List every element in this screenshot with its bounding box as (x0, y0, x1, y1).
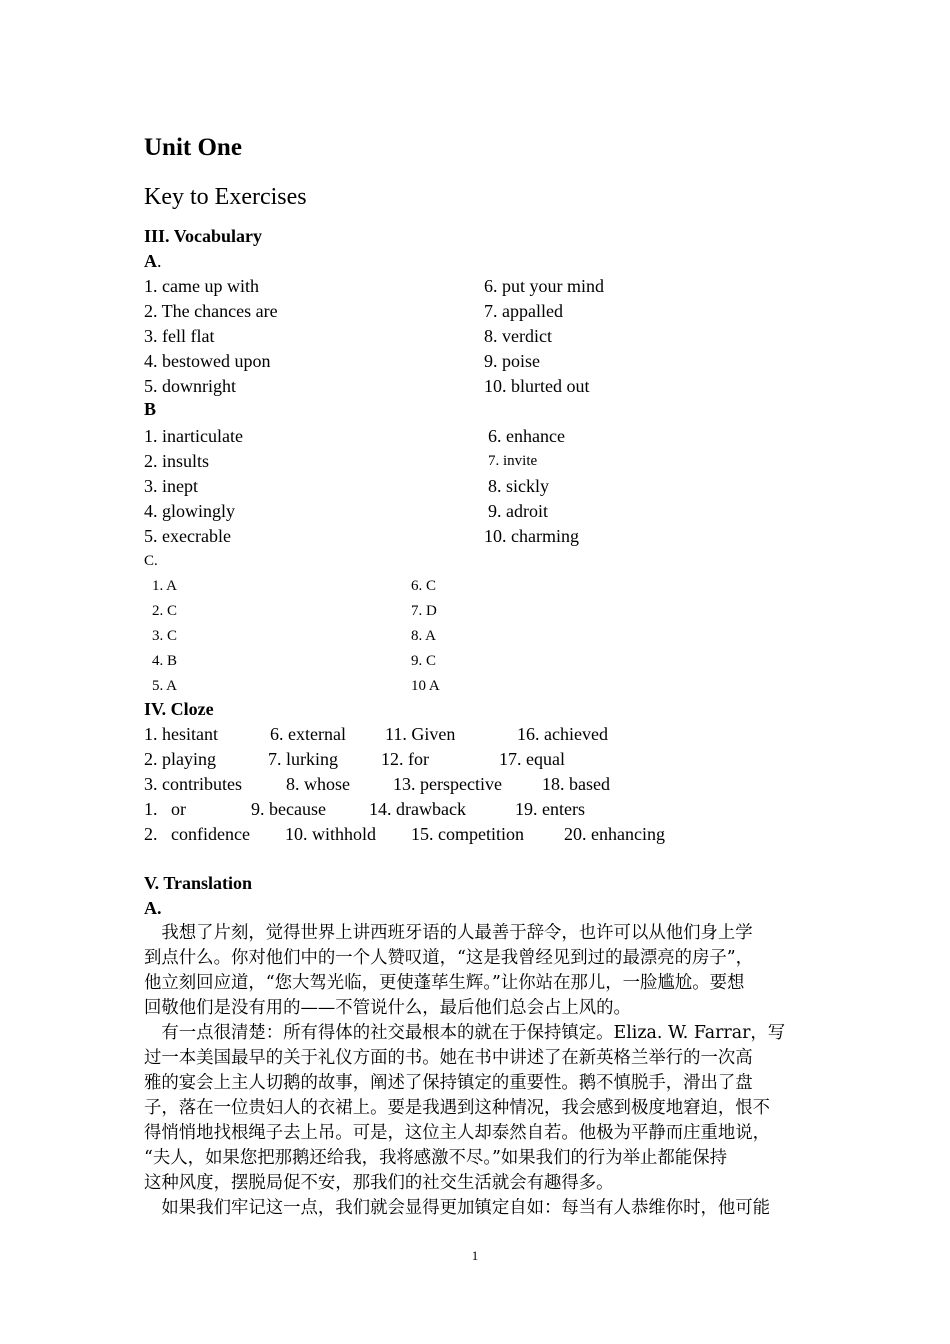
list-item: 10. blurted out (484, 376, 590, 396)
translation-line: 他立刻回应道，“您大驾光临，更使蓬荜生辉。”让你站在那儿，一脸尴尬。要想 (144, 973, 745, 993)
vocab-a-right-col (484, 274, 604, 399)
list-item: 6. put your mind (484, 276, 604, 296)
cloze-item: 14. drawback (369, 799, 466, 819)
list-item: 10 A (411, 678, 440, 694)
list-item: 9. C (411, 653, 437, 669)
list-item: 1. inarticulate (144, 426, 243, 446)
vocab-c-left-col (152, 574, 177, 699)
cloze-item: 1. hesitant (144, 724, 218, 744)
part-b-label: B (144, 399, 157, 419)
list-item: 7. D (411, 603, 437, 619)
part-a-dot: . (157, 251, 162, 271)
translation-line: 这种风度，摆脱局促不安，那我们的社交生活就会有趣得多。 (144, 1173, 614, 1193)
cloze-item: 13. perspective (393, 774, 502, 794)
cloze-item: 8. whose (286, 774, 350, 794)
list-item: 10. charming (484, 526, 579, 546)
unit-title: Unit One (144, 134, 242, 161)
vocab-c-right-col (411, 574, 440, 699)
translation-line: 回敬他们是没有用的——不管说什么，最后他们总会占上风的。 (144, 998, 631, 1018)
list-item: 4. bestowed upon (144, 351, 271, 371)
list-item: 2. C (152, 603, 178, 619)
section-subtitle: Key to Exercises (144, 184, 307, 210)
list-item: 5. execrable (144, 526, 231, 546)
list-item: 1. came up with (144, 276, 259, 296)
cloze-item: 11. Given (385, 724, 456, 744)
list-item: 2. insults (144, 451, 210, 471)
cloze-item: 2. playing (144, 749, 216, 769)
list-item: 1. A (152, 578, 178, 594)
translation-line: 子，落在一位贵妇人的衣裙上。要是我遇到这种情况，我会感到极度地窘迫，恨不 (144, 1098, 771, 1118)
cloze-item: 1. or (144, 799, 186, 819)
list-item: 7. appalled (484, 301, 563, 321)
list-item: 9. poise (484, 351, 540, 371)
list-item: 3. fell flat (144, 326, 215, 346)
translation-line: 有一点很清楚：所有得体的社交最根本的就在于保持镇定。Eliza. W. Farrar，写 (144, 1023, 786, 1043)
translation-line: 如果我们牢记这一点，我们就会显得更加镇定自如：每当有人恭维你时，他可能 (144, 1198, 771, 1218)
list-item: 8. sickly (488, 476, 549, 496)
list-item: 7. invite (488, 453, 538, 469)
cloze-item: 10. withhold (285, 824, 377, 844)
list-item: 5. A (152, 678, 178, 694)
vocab-a-left-col (144, 274, 278, 399)
cloze-item: 19. enters (515, 799, 585, 819)
cloze-item: 7. lurking (268, 749, 338, 769)
cloze-item: 17. equal (499, 749, 565, 769)
list-item: 4. glowingly (144, 501, 236, 521)
list-item: 5. downright (144, 376, 236, 396)
translation-part-a-label: A. (144, 898, 162, 918)
list-item: 3. C (152, 628, 178, 644)
translation-heading: V. Translation (144, 873, 253, 893)
vocab-b-left-col (144, 424, 243, 549)
cloze-item: 15. competition (411, 824, 524, 844)
cloze-item: 18. based (542, 774, 610, 794)
cloze-item: 3. contributes (144, 774, 242, 794)
translation-line: 过一本美国最早的关于礼仪方面的书。她在书中讲述了在新英格兰举行的一次高 (144, 1048, 753, 1068)
cloze-item: 16. achieved (517, 724, 608, 744)
list-item: 2. The chances are (144, 301, 278, 321)
part-a-label (144, 249, 162, 274)
list-item: 8. A (411, 628, 437, 644)
list-item: 6. C (411, 578, 437, 594)
list-item: 8. verdict (484, 326, 552, 346)
translation-line: “夫人，如果您把那鹅还给我，我将感激不尽。”如果我们的行为举止都能保持 (144, 1148, 727, 1168)
list-item: 4. B (152, 653, 178, 669)
translation-line: 到点什么。你对他们中的一个人赞叹道，“这是我曾经见到过的最漂亮的房子”， (144, 948, 754, 968)
vocabulary-heading: III. Vocabulary (144, 226, 263, 246)
cloze-item: 6. external (270, 724, 346, 744)
vocab-b-right-col (484, 424, 579, 549)
list-item: 6. enhance (488, 426, 565, 446)
cloze-item: 9. because (251, 799, 326, 819)
translation-line: 我想了片刻，觉得世界上讲西班牙语的人最善于辞令，也许可以从他们身上学 (144, 923, 753, 943)
part-a-letter: A (144, 251, 157, 271)
cloze-item: 2. confidence (144, 824, 250, 844)
cloze-item: 20. enhancing (564, 824, 665, 844)
list-item: 9. adroit (488, 501, 548, 521)
translation-line: 雅的宴会上主人切鹅的故事，阐述了保持镇定的重要性。鹅不慎脱手，滑出了盘 (144, 1073, 753, 1093)
cloze-item: 12. for (381, 749, 429, 769)
translation-line: 得悄悄地找根绳子去上吊。可是，这位主人却泰然自若。他极为平静而庄重地说， (144, 1123, 771, 1143)
cloze-heading: IV. Cloze (144, 699, 214, 719)
part-c-label: C. (144, 553, 158, 569)
page-number: 1 (471, 1248, 479, 1263)
list-item: 3. inept (144, 476, 198, 496)
